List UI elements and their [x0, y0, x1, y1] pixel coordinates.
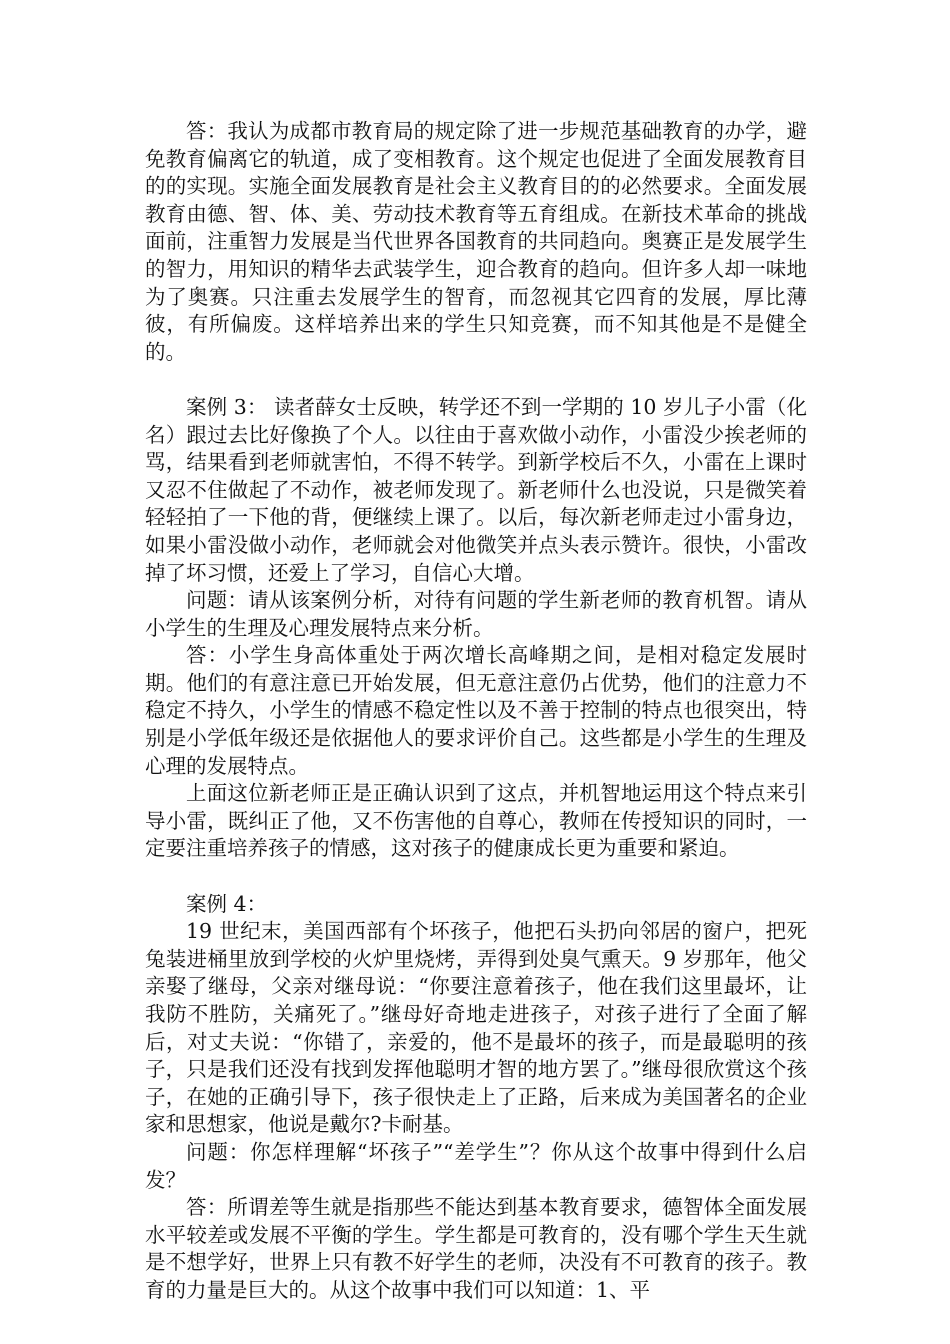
case-4-question: 问题：你怎样理解“坏孩子”“差学生”？你从这个故事中得到什么启发？ [145, 1139, 807, 1192]
document-body [145, 118, 807, 1305]
case-3-question: 问题：请从该案例分析，对待有问题的学生新老师的教育机智。请从小学生的生理及心理发展特点来分析。 [145, 588, 807, 640]
case-3-paragraph: 案例 3： 读者薛女士反映，转学还不到一学期的 10 岁儿子小雷（化名）跟过去比好像换了个人。以往由于喜欢做小动作，小雷没少挨老师的骂，结果看到老师就害怕，不得不转学。到新学校后不久，小雷在上课时又忍不住做起了不动作，被老师发现了。新老师什么也没说，只是微笑着轻轻拍了一下他的背，便继续上课了。以后，每次新老师走过小雷身边，如果小雷没做小动作，老师就会对他微笑并点头表示赞许。很快，小雷改掉了坏习惯，还爱上了学习，自信心大增。 [145, 394, 807, 585]
case-4-heading: 案例 4： [186, 891, 268, 916]
paragraph-gap [145, 863, 807, 891]
case-3-conclusion: 上面这位新老师正是正确认识到了这点，并机智地运用这个特点来引导小雷，既纠正了他，又不伤害他的自尊心，教师在传授知识的同时，一定要注重培养孩子的情感，这对孩子的健康成长更为重要和紧迫。 [145, 781, 807, 861]
paragraph-gap [145, 366, 807, 394]
case-4-story: 19 世纪末，美国西部有个坏孩子，他把石头扔向邻居的窗户，把死兔装进桶里放到学校的火炉里烧烤，弄得到处臭气熏天。9 岁那年，他父亲娶了继母，父亲对继母说：“你要注意着孩子，他在我们这里最坏，让我防不胜防，关痛死了。”继母好奇地走进孩子，对孩子进行了全面了解后，对丈夫说：“你错了，亲爱的，他不是最坏的孩子，而是最聪明的孩子，只是我们还没有找到发挥他聪明才智的地方罢了。”继母很欣赏这个孩子，在她的正确引导下，孩子很快走上了正路，后来成为美国著名的企业家和思想家，他说是戴尔?卡耐基。 [145, 919, 807, 1137]
case-4-answer: 答：所谓差等生就是指那些不能达到基本教育要求，德智体全面发展水平较差或发展不平衡的学生。学生都是可教育的，没有哪个学生天生就是不想学好，世界上只有教不好学生的老师，决没有不可教育的孩子。教育的力量是巨大的。从这个故事中我们可以知道：1、平 [145, 1195, 807, 1302]
answer-paragraph-olympiad: 答：我认为成都市教育局的规定除了进一步规范基础教育的办学，避免教育偏离它的轨道，成了变相教育。这个规定也促进了全面发展教育目的的实现。实施全面发展教育是社会主义教育目的的必然要求。全面发展教育由德、智、体、美、劳动技术教育等五育组成。在新技术革命的挑战面前，注重智力发展是当代世界各国教育的共同趋向。奥赛正是发展学生的智力，用知识的精华去武装学生，迎合教育的趋向。但许多人却一味地为了奥赛。只注重去发展学生的智育，而忽视其它四育的发展，厚比薄彼，有所偏废。这样培养出来的学生只知竞赛，而不知其他是不是健全的。 [145, 119, 807, 364]
case-3-answer: 答：小学生身高体重处于两次增长高峰期之间，是相对稳定发展时期。他们的有意注意已开始发展，但无意注意仍占优势，他们的注意力不稳定不持久，小学生的情感不稳定性以及不善于控制的特点也很突出，特别是小学低年级还是依据他人的要求评价自己。这些都是小学生的生理及心理的发展特点。 [145, 643, 807, 778]
